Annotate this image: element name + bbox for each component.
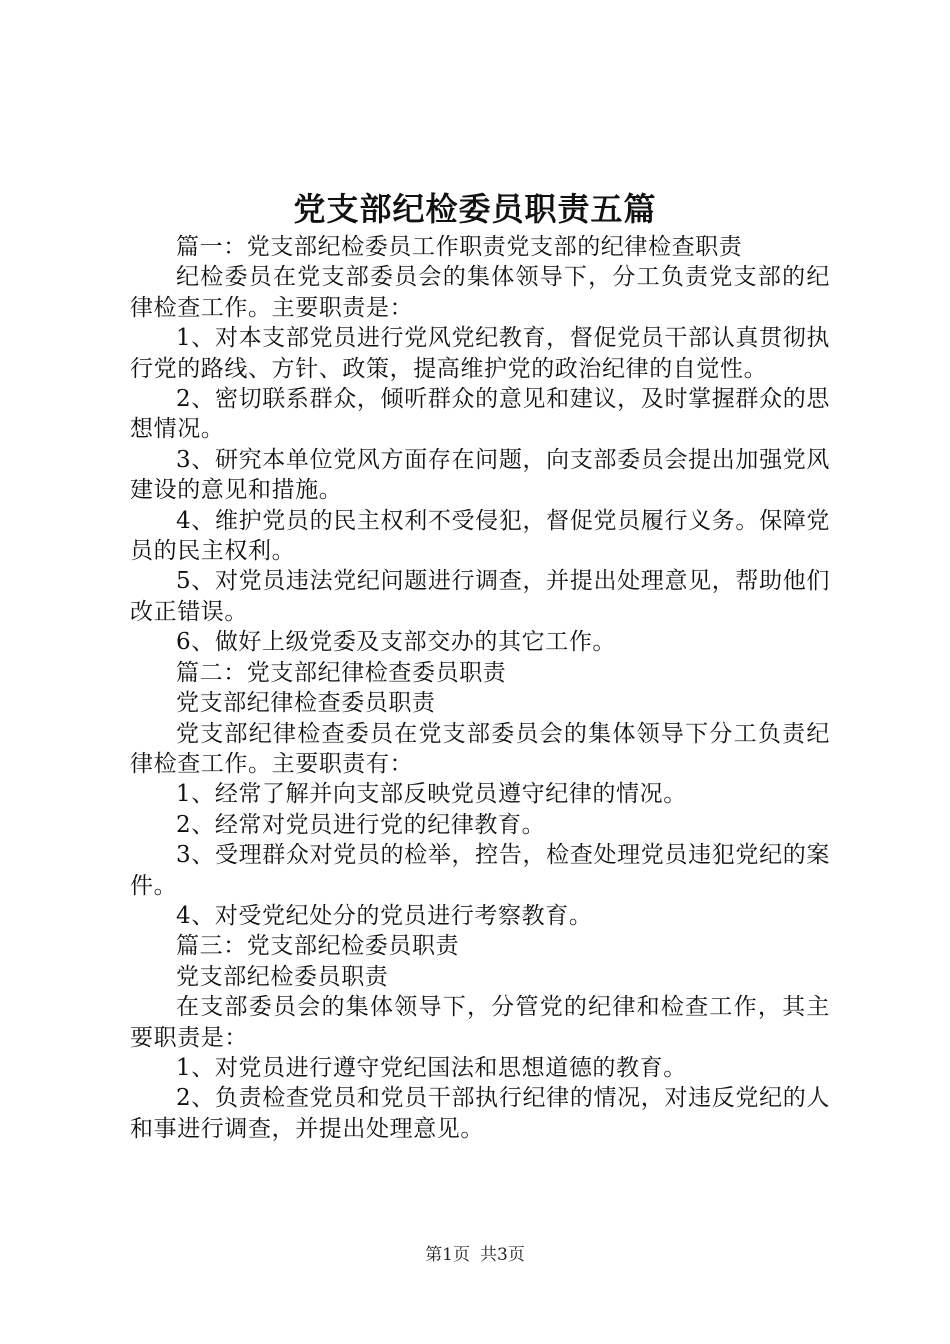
paragraph: 纪检委员在党支部委员会的集体领导下，分工负责党支部的纪律检查工作。主要职责是： bbox=[130, 264, 830, 321]
list-item: 1、经常了解并向支部反映党员遵守纪律的情况。 bbox=[176, 781, 687, 808]
page-footer bbox=[0, 1243, 950, 1267]
list-item: 5、对党员违法党纪问题进行调查，并提出处理意见，帮助他们改正错误。 bbox=[130, 568, 830, 625]
list-item: 2、密切联系群众，倾听群众的意见和建议，及时掌握群众的思想情况。 bbox=[130, 386, 830, 443]
document-body bbox=[130, 232, 830, 1144]
section-heading-2: 篇二：党支部纪律检查委员职责 bbox=[176, 659, 507, 686]
subheading: 党支部纪律检查委员职责 bbox=[176, 690, 436, 717]
list-item: 4、维护党员的民主权利不受侵犯，督促党员履行义务。保障党员的民主权利。 bbox=[130, 507, 830, 565]
paragraph: 党支部纪律检查委员在党支部委员会的集体领导下分工负责纪律检查工作。主要职责有： bbox=[130, 720, 830, 777]
list-item: 1、对本支部党员进行党风党纪教育，督促党员干部认真贯彻执行党的路线、方针、政策，提高维护党的政治纪律的自觉性。 bbox=[130, 325, 830, 382]
list-item: 4、对受党纪处分的党员进行考察教育。 bbox=[176, 902, 593, 929]
list-item: 2、经常对党员进行党的纪律教育。 bbox=[176, 811, 546, 838]
paragraph: 在支部委员会的集体领导下，分管党的纪律和检查工作，其主要职责是： bbox=[130, 994, 830, 1051]
section-heading-3: 篇三：党支部纪检委员职责 bbox=[176, 933, 460, 960]
section-heading-1: 篇一：党支部纪检委员工作职责党支部的纪律检查职责 bbox=[176, 234, 743, 260]
list-item: 3、受理群众对党员的检举，控告，检查处理党员违犯党纪的案件。 bbox=[130, 842, 830, 899]
list-item: 2、负责检查党员和党员干部执行纪律的情况，对违反党纪的人和事进行调查，并提出处理意见。 bbox=[130, 1085, 830, 1142]
document-title: 党支部纪检委员职责五篇 bbox=[293, 190, 657, 228]
page-total: 共3页 bbox=[480, 1245, 525, 1265]
subheading: 党支部纪检委员职责 bbox=[176, 963, 389, 990]
list-item: 6、做好上级党委及支部交办的其它工作。 bbox=[176, 629, 617, 656]
list-item: 1、对党员进行遵守党纪国法和思想道德的教育。 bbox=[176, 1054, 687, 1081]
list-item: 3、研究本单位党风方面存在问题，向支部委员会提出加强党风建设的意见和措施。 bbox=[130, 446, 830, 504]
page-number: 第1页 bbox=[425, 1245, 470, 1265]
